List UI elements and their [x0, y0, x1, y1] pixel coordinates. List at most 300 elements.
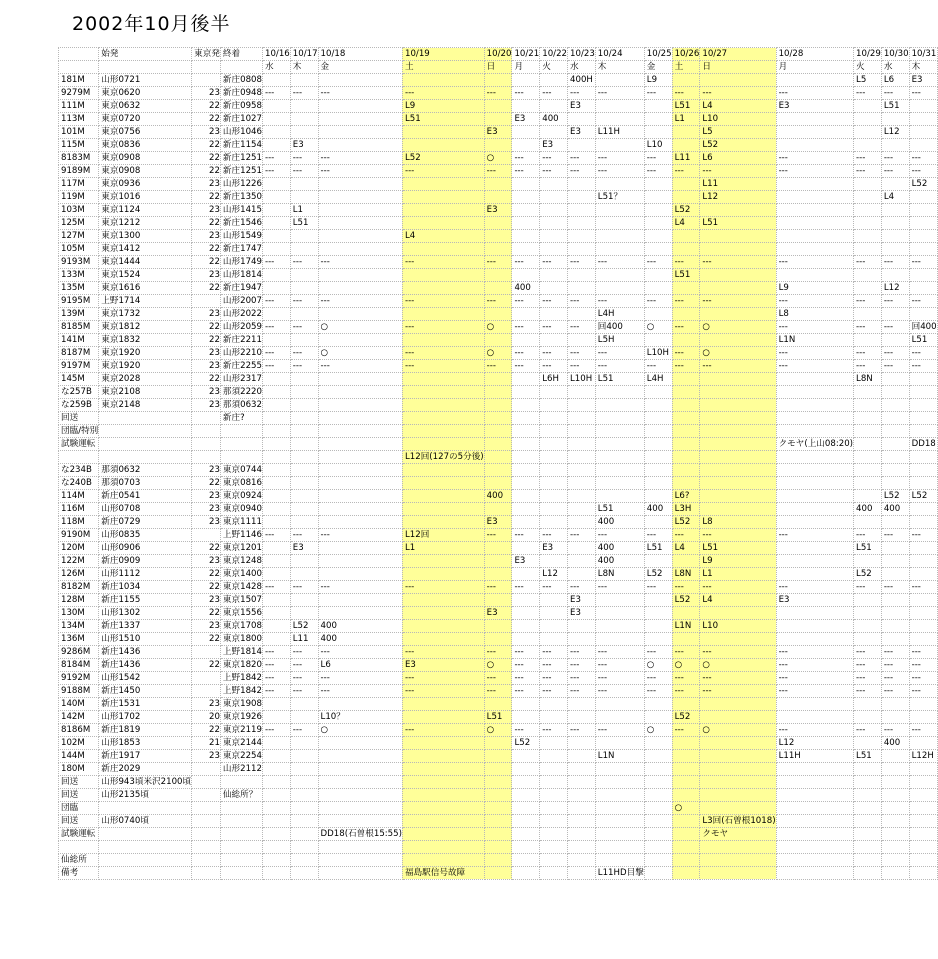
day-cell	[262, 853, 290, 866]
day-cell	[318, 815, 402, 828]
day-cell	[595, 438, 644, 451]
origin-cell: 新庄0909	[99, 555, 192, 568]
day-cell: ---	[700, 529, 776, 542]
day-cell	[672, 282, 700, 295]
day-cell: ---	[318, 165, 402, 178]
table-row	[59, 464, 938, 477]
origin-cell	[99, 451, 192, 464]
day-cell	[700, 399, 776, 412]
day-cell: ---	[262, 152, 290, 165]
day-cell	[644, 828, 672, 841]
day-cell	[402, 269, 484, 282]
day-cell: ---	[512, 529, 540, 542]
day-cell	[512, 841, 540, 854]
day-cell	[881, 866, 909, 879]
day-cell: ---	[262, 360, 290, 373]
tokyo-dep-cell: 22	[192, 282, 221, 295]
day-cell: E3	[484, 126, 512, 139]
day-cell: ---	[290, 659, 318, 672]
day-cell: L51	[672, 269, 700, 282]
day-cell	[262, 126, 290, 139]
day-cell	[700, 866, 776, 879]
day-cell	[318, 74, 402, 87]
day-cell	[854, 555, 882, 568]
day-cell	[402, 334, 484, 347]
day-cell: ---	[568, 165, 596, 178]
day-cell: L8N	[595, 568, 644, 581]
day-cell	[290, 438, 318, 451]
day-cell	[568, 477, 596, 490]
day-cell	[318, 282, 402, 295]
day-cell: L12回(127の5分後)	[402, 451, 484, 464]
day-cell: ---	[540, 152, 568, 165]
header-weekday: 火	[540, 61, 568, 74]
day-cell	[484, 866, 512, 879]
day-cell: ---	[540, 256, 568, 269]
day-cell: ---	[672, 321, 700, 334]
day-cell: ---	[540, 347, 568, 360]
day-cell	[909, 243, 937, 256]
day-cell	[909, 282, 937, 295]
day-cell	[402, 399, 484, 412]
terminus-cell: 山形1046	[220, 126, 262, 139]
day-cell	[854, 607, 882, 620]
day-cell: ---	[672, 672, 700, 685]
day-cell: ---	[512, 685, 540, 698]
origin-cell: 山形1510	[99, 633, 192, 646]
day-cell	[644, 711, 672, 724]
terminus-cell: 山形1749	[220, 256, 262, 269]
day-cell: ---	[881, 581, 909, 594]
day-cell	[568, 269, 596, 282]
day-cell: ○	[700, 347, 776, 360]
terminus-cell	[220, 425, 262, 438]
table-row	[59, 256, 938, 269]
day-cell	[318, 139, 402, 152]
day-cell	[700, 789, 776, 802]
tokyo-dep-cell	[192, 451, 221, 464]
train-number-cell: 125M	[59, 217, 99, 230]
day-cell: L51	[854, 542, 882, 555]
day-cell	[262, 74, 290, 87]
train-number-cell: な234B	[59, 464, 99, 477]
day-cell: ○	[672, 802, 700, 815]
day-cell	[262, 737, 290, 750]
day-cell: ---	[262, 87, 290, 100]
train-number-cell: 仙総所	[59, 853, 99, 866]
day-cell: L52	[881, 490, 909, 503]
terminus-cell: 新庄1947	[220, 282, 262, 295]
day-cell: ---	[644, 529, 672, 542]
day-cell	[568, 412, 596, 425]
day-cell	[644, 269, 672, 282]
tokyo-dep-cell	[192, 853, 221, 866]
day-cell	[776, 555, 853, 568]
day-cell	[568, 243, 596, 256]
day-cell	[290, 74, 318, 87]
day-cell	[568, 633, 596, 646]
day-cell: ○	[484, 659, 512, 672]
day-cell: ---	[854, 152, 882, 165]
day-cell	[568, 490, 596, 503]
terminus-cell: 那須2220	[220, 386, 262, 399]
day-cell: L51	[854, 750, 882, 763]
origin-cell: 新庄2029	[99, 763, 192, 776]
day-cell: L51	[402, 113, 484, 126]
day-cell	[262, 698, 290, 711]
day-cell: L10H	[568, 373, 596, 386]
day-cell	[568, 503, 596, 516]
tokyo-dep-cell: 23	[192, 360, 221, 373]
train-number-cell: な240B	[59, 477, 99, 490]
day-cell	[909, 516, 937, 529]
day-cell: L51？	[595, 191, 644, 204]
day-cell	[484, 750, 512, 763]
day-cell	[776, 74, 853, 87]
day-cell	[262, 269, 290, 282]
day-cell	[540, 750, 568, 763]
day-cell: L51	[881, 100, 909, 113]
day-cell	[644, 841, 672, 854]
day-cell	[854, 711, 882, 724]
train-number-cell: 回送	[59, 412, 99, 425]
day-cell	[262, 607, 290, 620]
day-cell	[318, 776, 402, 789]
tokyo-dep-cell: 23	[192, 594, 221, 607]
day-cell	[402, 191, 484, 204]
train-number-cell: 103M	[59, 204, 99, 217]
day-cell: ---	[909, 581, 937, 594]
day-cell	[909, 464, 937, 477]
day-cell	[512, 386, 540, 399]
day-cell	[290, 100, 318, 113]
day-cell: ---	[644, 685, 672, 698]
day-cell: ○	[318, 724, 402, 737]
header-date: 10/27	[700, 48, 776, 61]
day-cell	[290, 386, 318, 399]
day-cell: L4	[672, 217, 700, 230]
day-cell: ---	[700, 256, 776, 269]
terminus-cell: 新庄1251	[220, 165, 262, 178]
day-cell	[512, 269, 540, 282]
day-cell: L6?	[672, 490, 700, 503]
origin-cell: 東京1124	[99, 204, 192, 217]
day-cell	[318, 555, 402, 568]
tokyo-dep-cell: 23	[192, 555, 221, 568]
day-cell	[700, 737, 776, 750]
day-cell: ---	[909, 529, 937, 542]
day-cell	[402, 126, 484, 139]
day-cell	[262, 191, 290, 204]
day-cell	[568, 113, 596, 126]
table-row	[59, 230, 938, 243]
header-row-dates	[59, 48, 938, 61]
day-cell: ---	[700, 295, 776, 308]
day-cell	[484, 100, 512, 113]
table-row	[59, 685, 938, 698]
tokyo-dep-cell: 22	[192, 724, 221, 737]
day-cell: ---	[290, 295, 318, 308]
tokyo-dep-cell: 23	[192, 87, 221, 100]
day-cell	[881, 802, 909, 815]
day-cell	[402, 789, 484, 802]
day-cell	[776, 542, 853, 555]
day-cell	[909, 217, 937, 230]
day-cell	[484, 373, 512, 386]
day-cell	[644, 776, 672, 789]
day-cell	[776, 763, 853, 776]
tokyo-dep-cell: 23	[192, 178, 221, 191]
day-cell	[644, 750, 672, 763]
day-cell	[568, 750, 596, 763]
origin-cell: 山形0835	[99, 529, 192, 542]
table-row	[59, 217, 938, 230]
day-cell	[854, 763, 882, 776]
day-cell: E3	[568, 607, 596, 620]
day-cell: ---	[672, 581, 700, 594]
day-cell	[262, 516, 290, 529]
day-cell: ---	[484, 87, 512, 100]
day-cell	[540, 425, 568, 438]
day-cell	[909, 620, 937, 633]
day-cell: ---	[568, 724, 596, 737]
day-cell: ---	[909, 724, 937, 737]
day-cell: ---	[672, 529, 700, 542]
day-cell: ---	[644, 672, 672, 685]
day-cell: ---	[854, 659, 882, 672]
day-cell: ---	[540, 581, 568, 594]
day-cell: 400	[540, 113, 568, 126]
train-number-cell: 9286M	[59, 646, 99, 659]
day-cell	[644, 217, 672, 230]
day-cell	[290, 399, 318, 412]
terminus-cell: 新庄0948	[220, 87, 262, 100]
table-row	[59, 100, 938, 113]
day-cell	[262, 763, 290, 776]
table-row	[59, 269, 938, 282]
day-cell: ○	[644, 321, 672, 334]
table-row	[59, 529, 938, 542]
day-cell	[776, 620, 853, 633]
day-cell	[262, 425, 290, 438]
day-cell	[484, 451, 512, 464]
day-cell: ---	[854, 529, 882, 542]
day-cell	[700, 477, 776, 490]
day-cell: ---	[262, 659, 290, 672]
day-cell	[290, 516, 318, 529]
day-cell	[672, 451, 700, 464]
day-cell	[881, 334, 909, 347]
terminus-cell: 上野1814	[220, 646, 262, 659]
terminus-cell	[220, 853, 262, 866]
train-number-cell: 111M	[59, 100, 99, 113]
day-cell: ---	[776, 165, 853, 178]
table-row	[59, 321, 938, 334]
day-cell: L1N	[595, 750, 644, 763]
day-cell	[512, 139, 540, 152]
day-cell: ---	[644, 360, 672, 373]
day-cell	[484, 828, 512, 841]
day-cell: E3	[512, 555, 540, 568]
day-cell: ---	[595, 646, 644, 659]
terminus-cell	[220, 815, 262, 828]
day-cell: ---	[290, 165, 318, 178]
day-cell	[595, 841, 644, 854]
origin-cell: 新庄1819	[99, 724, 192, 737]
day-cell	[290, 568, 318, 581]
terminus-cell: 東京2254	[220, 750, 262, 763]
day-cell	[776, 217, 853, 230]
day-cell: E3	[540, 542, 568, 555]
train-number-cell: 136M	[59, 633, 99, 646]
tokyo-dep-cell: 23	[192, 516, 221, 529]
day-cell	[402, 425, 484, 438]
day-cell: ---	[776, 295, 853, 308]
day-cell	[540, 594, 568, 607]
day-cell: ---	[672, 256, 700, 269]
day-cell	[854, 451, 882, 464]
day-cell	[595, 698, 644, 711]
day-cell	[568, 282, 596, 295]
train-number-cell: 115M	[59, 139, 99, 152]
day-cell: ---	[484, 581, 512, 594]
table-row	[59, 490, 938, 503]
day-cell	[512, 126, 540, 139]
tokyo-dep-cell	[192, 425, 221, 438]
day-cell	[484, 282, 512, 295]
day-cell	[402, 282, 484, 295]
day-cell: ---	[672, 646, 700, 659]
terminus-cell: 東京1926	[220, 711, 262, 724]
header-row-weekdays	[59, 61, 938, 74]
table-row	[59, 399, 938, 412]
terminus-cell: 東京0924	[220, 490, 262, 503]
tokyo-dep-cell: 23	[192, 204, 221, 217]
table-row	[59, 386, 938, 399]
day-cell	[881, 308, 909, 321]
train-number-cell: 102M	[59, 737, 99, 750]
train-number-cell: 9189M	[59, 165, 99, 178]
day-cell: ---	[540, 659, 568, 672]
day-cell	[672, 866, 700, 879]
day-cell	[512, 100, 540, 113]
day-cell	[909, 308, 937, 321]
day-cell: ---	[568, 529, 596, 542]
day-cell	[881, 230, 909, 243]
header-weekday: 木	[290, 61, 318, 74]
day-cell: ---	[262, 581, 290, 594]
day-cell	[568, 620, 596, 633]
origin-cell: 東京1920	[99, 360, 192, 373]
day-cell: L1	[700, 568, 776, 581]
train-number-cell: 9195M	[59, 295, 99, 308]
day-cell	[512, 828, 540, 841]
day-cell	[512, 464, 540, 477]
day-cell	[484, 230, 512, 243]
day-cell: 回400	[595, 321, 644, 334]
day-cell: ---	[672, 87, 700, 100]
day-cell: ---	[909, 295, 937, 308]
day-cell: L11	[290, 633, 318, 646]
day-cell: ○	[484, 724, 512, 737]
day-cell	[881, 594, 909, 607]
table-row	[59, 373, 938, 386]
day-cell	[644, 308, 672, 321]
terminus-cell: 山形2022	[220, 308, 262, 321]
day-cell: L52	[512, 737, 540, 750]
day-cell: L52	[700, 139, 776, 152]
day-cell	[776, 139, 853, 152]
day-cell	[881, 542, 909, 555]
day-cell	[484, 74, 512, 87]
day-cell	[909, 100, 937, 113]
terminus-cell: 山形1549	[220, 230, 262, 243]
day-cell	[568, 178, 596, 191]
day-cell: ---	[540, 672, 568, 685]
train-number-cell: 145M	[59, 373, 99, 386]
day-cell: ---	[854, 646, 882, 659]
day-cell	[568, 841, 596, 854]
day-cell: L11H	[595, 126, 644, 139]
terminus-cell: 東京1111	[220, 516, 262, 529]
day-cell	[318, 568, 402, 581]
day-cell: ---	[262, 295, 290, 308]
day-cell	[854, 438, 882, 451]
day-cell: ---	[262, 347, 290, 360]
day-cell	[540, 776, 568, 789]
day-cell: E3	[512, 113, 540, 126]
terminus-cell: 東京1400	[220, 568, 262, 581]
day-cell: 400H	[568, 74, 596, 87]
day-cell	[540, 308, 568, 321]
day-cell	[672, 698, 700, 711]
origin-cell	[99, 853, 192, 866]
table-row	[59, 620, 938, 633]
day-cell	[595, 464, 644, 477]
day-cell	[484, 555, 512, 568]
terminus-cell: 新庄1350	[220, 191, 262, 204]
day-cell: ---	[402, 87, 484, 100]
day-cell	[881, 853, 909, 866]
origin-cell: 東京0936	[99, 178, 192, 191]
day-cell	[262, 620, 290, 633]
day-cell	[854, 776, 882, 789]
day-cell	[262, 451, 290, 464]
day-cell	[484, 191, 512, 204]
day-cell	[568, 828, 596, 841]
day-cell: ○	[700, 659, 776, 672]
day-cell	[644, 789, 672, 802]
day-cell	[595, 490, 644, 503]
terminus-cell: 山形2112	[220, 763, 262, 776]
day-cell: L51	[700, 542, 776, 555]
day-cell	[262, 100, 290, 113]
day-cell	[881, 412, 909, 425]
day-cell	[672, 334, 700, 347]
origin-cell: 東京1832	[99, 334, 192, 347]
day-cell: ---	[484, 295, 512, 308]
day-cell	[776, 386, 853, 399]
day-cell	[568, 698, 596, 711]
day-cell	[568, 568, 596, 581]
day-cell	[854, 243, 882, 256]
day-cell: 400	[512, 282, 540, 295]
table-row	[59, 581, 938, 594]
day-cell: 400	[644, 503, 672, 516]
day-cell	[881, 438, 909, 451]
day-cell	[700, 841, 776, 854]
day-cell	[512, 178, 540, 191]
